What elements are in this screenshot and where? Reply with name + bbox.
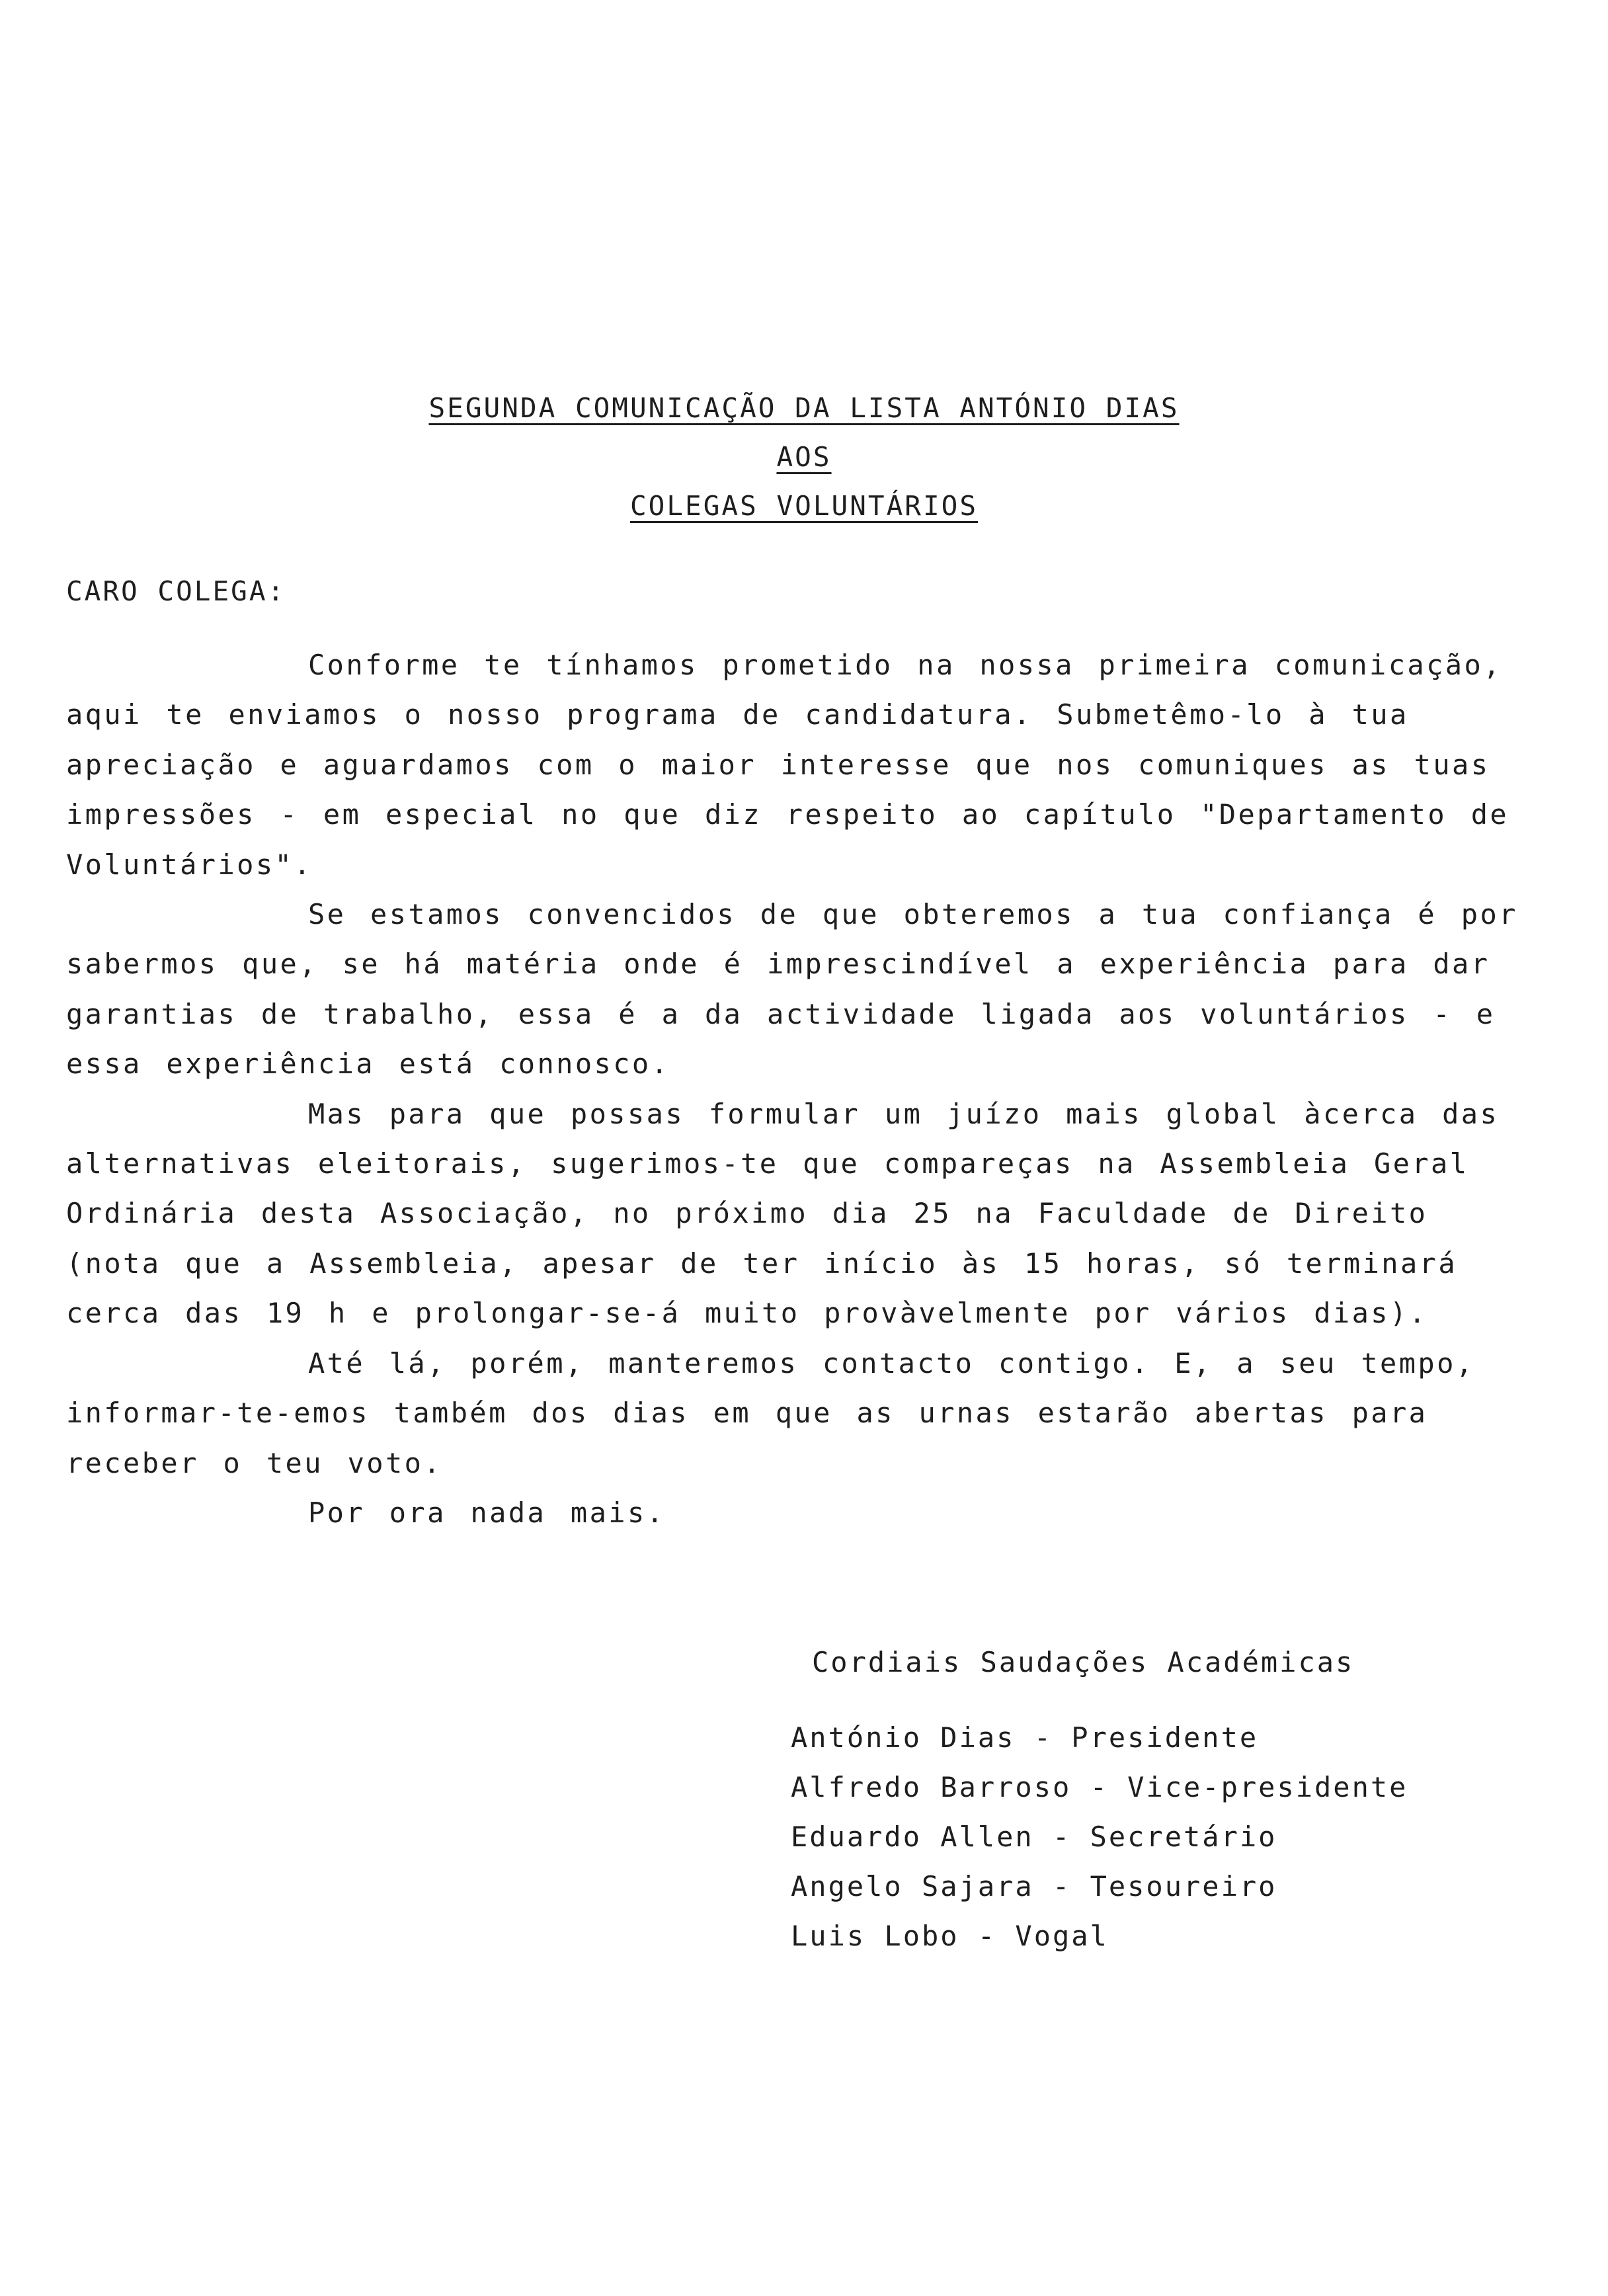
signature-line: António Dias - Presidente — [791, 1721, 1259, 1754]
title-line-1: SEGUNDA COMUNICAÇÃO DA LISTA ANTÓNIO DIAS — [428, 392, 1180, 424]
letter-body — [66, 640, 1534, 1538]
signature-line: Alfredo Barroso - Vice-presidente — [791, 1771, 1408, 1803]
title-line-2: AOS — [776, 441, 832, 473]
closing-greeting: Cordiais Saudações Académicas — [812, 1646, 1355, 1678]
paragraph-2: Se estamos convencidos de que obteremos a tua confiança é por sabermos que, se há matéria onde é imprescindível a experiência para dar garantias de trabalho, essa é a da actividade ligada aos voluntários - e essa experiência está connosco. — [66, 898, 1518, 1081]
signature-line: Luis Lobo - Vogal — [791, 1920, 1109, 1952]
paragraph-3: Mas para que possas formular um juízo mais global àcerca das alternativas eleitorais, sugerimos-te que compareças na Assembleia Geral Ordinária desta Associação, no próximo dia 25 na Faculdade de Direito (nota que a Assembleia, apesar de ter início às 15 horas, só terminará cerca das 19 h e prolongar-se-á muito provàvelmente por vários dias). — [66, 1097, 1500, 1330]
paragraph-4: Até lá, porém, manteremos contacto contigo. E, a seu tempo, informar-te-emos também dos dias em que as urnas estarão abertas para receber o teu voto. — [66, 1346, 1475, 1479]
salutation: CARO COLEGA: — [66, 575, 286, 607]
paragraph-5: Por ora nada mais. — [308, 1496, 666, 1529]
title-line-3: COLEGAS VOLUNTÁRIOS — [630, 490, 978, 522]
signature-list — [791, 1713, 1408, 1961]
signature-line: Angelo Sajara - Tesoureiro — [791, 1870, 1277, 1903]
document-title — [0, 384, 1608, 530]
signature-line: Eduardo Allen - Secretário — [791, 1821, 1277, 1853]
paragraph-1: Conforme te tínhamos prometido na nossa primeira comunicação, aqui te enviamos o nosso programa de candidatura. Submetêmo-lo à tua apreciação e aguardamos com o maior interesse que nos comuniques as tuas impressões - em especial no que diz respeito ao capítulo "Departamento de Voluntários". — [66, 649, 1509, 881]
